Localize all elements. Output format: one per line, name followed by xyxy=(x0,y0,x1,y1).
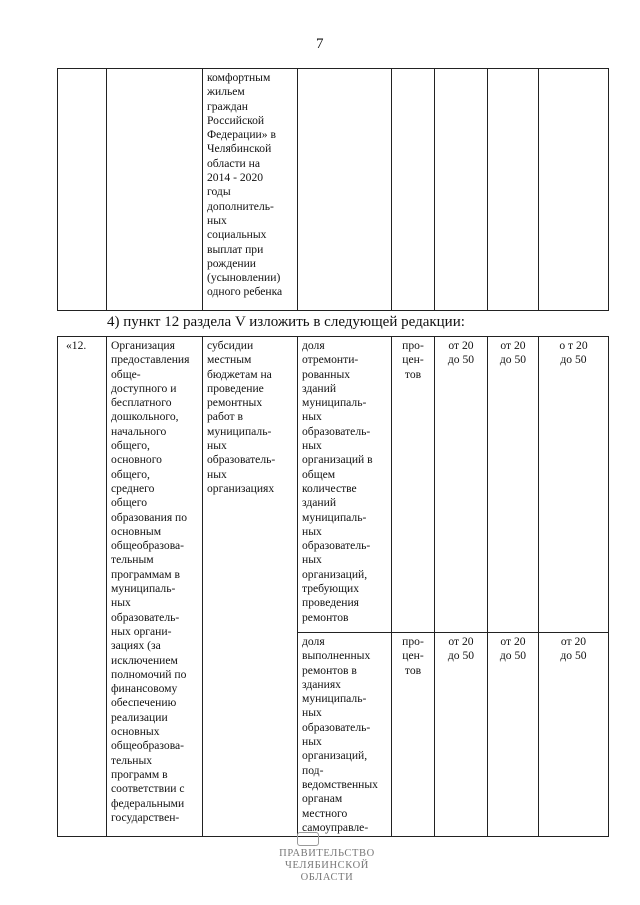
indicator-1: доля отремонти- рованных зданий муниципаль- ных образователь- ных организаций в общем количестве зданий муниципаль- ных образователь- ных организаций, требующих проведения ремонтов xyxy=(298,337,392,633)
item-12-table xyxy=(57,336,609,837)
item-12-row-1 xyxy=(58,337,609,633)
indicator-2: доля выполненных ремонтов в зданиях муниципаль- ных образователь- ных организаций, под- ведомственных органам местного самоуправле- xyxy=(298,633,392,837)
cont-cell-value-2 xyxy=(488,69,539,311)
continued-table xyxy=(57,68,609,311)
government-stamp xyxy=(262,848,392,884)
amendment-instruction: 4) пункт 12 раздела V изложить в следующей редакции: xyxy=(107,314,465,330)
cont-cell-activity xyxy=(107,69,203,311)
cont-cell-indicator xyxy=(298,69,392,311)
activity-description: Организация предоставления обще- доступного и бесплатного дошкольного, начального общего, основного общего, среднего общего образования по основным общеобразова- тельным программам в муниципаль- ных образователь- ных органи- зациях (за исключением полномочий по финансовому обеспечению реализации основных общеобразова- тельных программ в соответствии с федеральными государствен- xyxy=(107,337,203,837)
value-2-2014: от 20 до 50 xyxy=(435,633,488,837)
cont-cell-measure: комфортным жильем граждан Российской Федерации» в Челябинской области на 2014 - 2020 годы дополнитель- ных социальных выплат при рождении (усыновлении) одного ребенка xyxy=(203,69,298,311)
value-2-2015: от 20 до 50 xyxy=(488,633,539,837)
cont-cell-unit xyxy=(392,69,435,311)
value-1-2014: от 20 до 50 xyxy=(435,337,488,633)
item-number: «12. xyxy=(58,337,107,837)
unit-1: про- цен- тов xyxy=(392,337,435,633)
value-2-2016: от 20 до 50 xyxy=(539,633,609,837)
cont-cell-number xyxy=(58,69,107,311)
unit-2: про- цен- тов xyxy=(392,633,435,837)
stamp-line-1: ПРАВИТЕЛЬСТВО xyxy=(279,848,375,859)
cont-cell-value-3 xyxy=(539,69,609,311)
stamp-line-2: ЧЕЛЯБИНСКОЙ ОБЛАСТИ xyxy=(285,860,369,883)
subsidy-description: субсидии местным бюджетам на проведение ремонтных работ в муниципаль- ных образователь- ных организациях xyxy=(203,337,298,837)
page-number: 7 xyxy=(316,36,324,52)
value-1-2016: о т 20 до 50 xyxy=(539,337,609,633)
value-1-2015: от 20 до 50 xyxy=(488,337,539,633)
cont-cell-value-1 xyxy=(435,69,488,311)
stamp-seal-mark xyxy=(297,832,319,846)
